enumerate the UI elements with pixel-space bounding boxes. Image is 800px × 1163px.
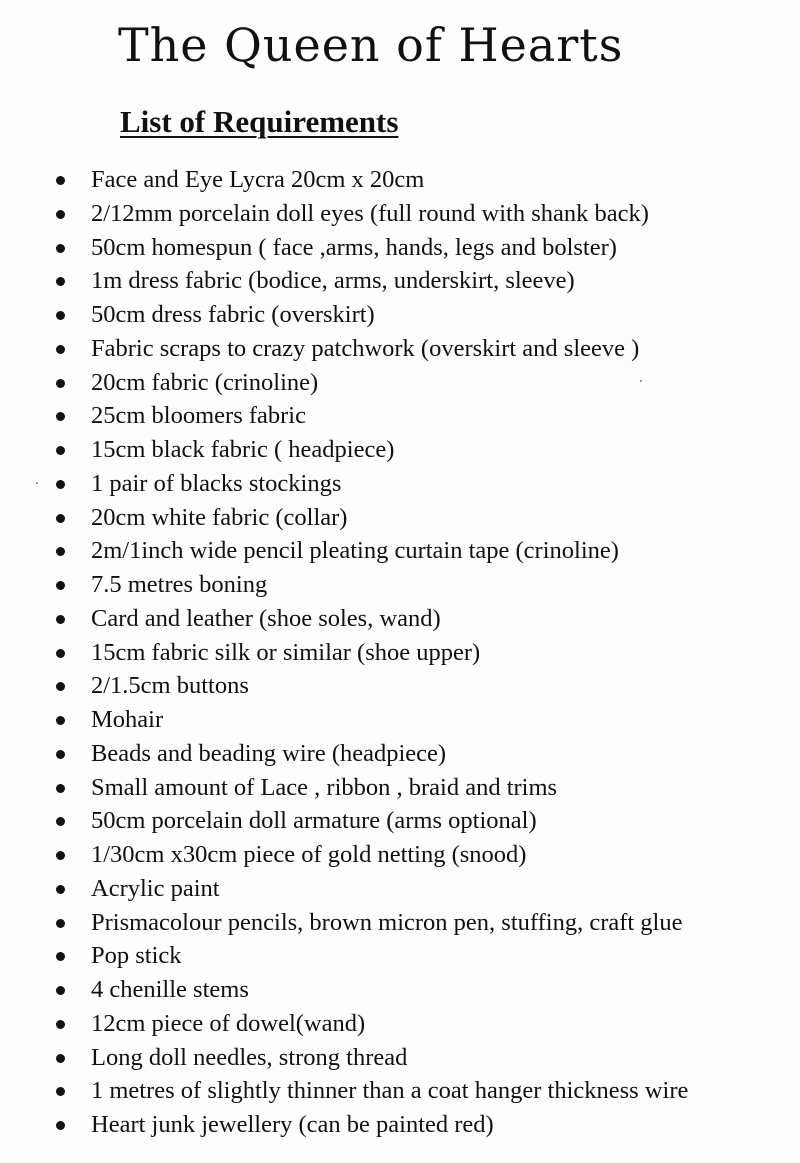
list-item-text: 2/12mm porcelain doll eyes (full round with shank back) [91, 199, 649, 227]
list-item [0, 636, 688, 670]
list-item [0, 1074, 688, 1108]
list-item-text: Long doll needles, strong thread [91, 1043, 408, 1071]
bullet-icon [56, 244, 65, 253]
list-item-text: 7.5 metres boning [91, 571, 268, 598]
list-item-text: 12cm piece of dowel(wand) [91, 1009, 366, 1037]
list-item-text: 20cm white fabric (collar) [91, 503, 348, 531]
bullet-icon [56, 1121, 65, 1130]
list-heading: List of Requirements [120, 104, 399, 139]
bullet-icon [56, 176, 65, 185]
list-item-text: 25cm bloomers fabric [91, 402, 306, 430]
list-item-text: Pop stick [91, 942, 182, 970]
bullet-icon [56, 480, 65, 489]
list-item [0, 1007, 688, 1041]
list-item-text: Face and Eye Lycra 20cm x 20cm [91, 166, 425, 193]
list-item [0, 197, 688, 231]
bullet-icon [56, 919, 65, 928]
bullet-icon [56, 446, 65, 455]
list-item [0, 399, 688, 433]
bullet-icon [56, 649, 65, 658]
document-title: The Queen of Hearts [118, 18, 624, 72]
bullet-icon [56, 345, 65, 354]
list-item-text: 1 pair of blacks stockings [91, 469, 342, 497]
scan-speck [36, 482, 38, 484]
list-item [0, 467, 688, 501]
bullet-icon [56, 682, 65, 691]
list-item [0, 838, 688, 872]
list-item-text: Fabric scraps to crazy patchwork (overskirt and sleeve ) [91, 334, 640, 362]
requirements-list [0, 163, 688, 1142]
bullet-icon [56, 311, 65, 320]
list-item-text: Card and leather (shoe soles, wand) [91, 604, 441, 632]
list-item-text: 1/30cm x30cm piece of gold netting (snood) [91, 841, 527, 868]
list-item [0, 906, 688, 940]
list-item [0, 602, 688, 636]
list-item-text: 1m dress fabric (bodice, arms, underskirt, sleeve) [91, 267, 575, 295]
list-item-text: Beads and beading wire (headpiece) [91, 739, 447, 767]
bullet-icon [56, 210, 65, 219]
list-item [0, 264, 688, 298]
list-item [0, 669, 688, 703]
list-item [0, 973, 688, 1007]
bullet-icon [56, 750, 65, 759]
list-item [0, 1041, 688, 1075]
list-item [0, 737, 688, 771]
list-item [0, 872, 688, 906]
list-item-text: Heart junk jewellery (can be painted red) [91, 1111, 494, 1138]
list-item [0, 231, 688, 265]
bullet-icon [56, 1054, 65, 1063]
list-item-text: 20cm fabric (crinoline) [91, 368, 319, 396]
bullet-icon [56, 1087, 65, 1096]
list-item [0, 568, 688, 602]
list-item [0, 332, 688, 366]
bullet-icon [56, 952, 65, 961]
bullet-icon [56, 784, 65, 793]
bullet-icon [56, 581, 65, 590]
bullet-icon [56, 716, 65, 725]
list-item [0, 433, 688, 467]
list-item [0, 939, 688, 973]
bullet-icon [56, 514, 65, 523]
list-item [0, 163, 688, 197]
list-item [0, 366, 688, 400]
list-item-text: 2m/1inch wide pencil pleating curtain tape (crinoline) [91, 537, 619, 565]
list-item-text: 2/1.5cm buttons [91, 672, 249, 700]
list-item-text: 50cm homespun ( face ,arms, hands, legs and bolster) [91, 233, 617, 261]
bullet-icon [56, 851, 65, 860]
list-item-text: 50cm dress fabric (overskirt) [91, 301, 375, 328]
list-item [0, 771, 688, 805]
list-item-text: 4 chenille stems [91, 976, 249, 1003]
scan-speck [640, 380, 642, 382]
list-item-text: Prismacolour pencils, brown micron pen, stuffing, craft glue [91, 908, 683, 936]
list-item-text: Acrylic paint [91, 874, 220, 902]
list-item-text: 15cm fabric silk or similar (shoe upper) [91, 638, 481, 666]
list-item-text: Small amount of Lace , ribbon , braid and trims [91, 773, 558, 801]
list-item-text: 1 metres of slightly thinner than a coat hanger thickness wire [91, 1077, 689, 1105]
list-item [0, 298, 688, 332]
list-item-text: 15cm black fabric ( headpiece) [91, 436, 395, 463]
list-item [0, 501, 688, 535]
list-item [0, 534, 688, 568]
bullet-icon [56, 277, 65, 286]
bullet-icon [56, 885, 65, 894]
list-item [0, 703, 688, 737]
list-item [0, 804, 688, 838]
bullet-icon [56, 986, 65, 995]
list-item-text: 50cm porcelain doll armature (arms optional) [91, 807, 537, 835]
list-item-text: Mohair [91, 706, 164, 733]
list-item [0, 1108, 688, 1142]
bullet-icon [56, 1020, 65, 1029]
bullet-icon [56, 615, 65, 624]
bullet-icon [56, 379, 65, 388]
bullet-icon [56, 547, 65, 556]
bullet-icon [56, 412, 65, 421]
bullet-icon [56, 817, 65, 826]
